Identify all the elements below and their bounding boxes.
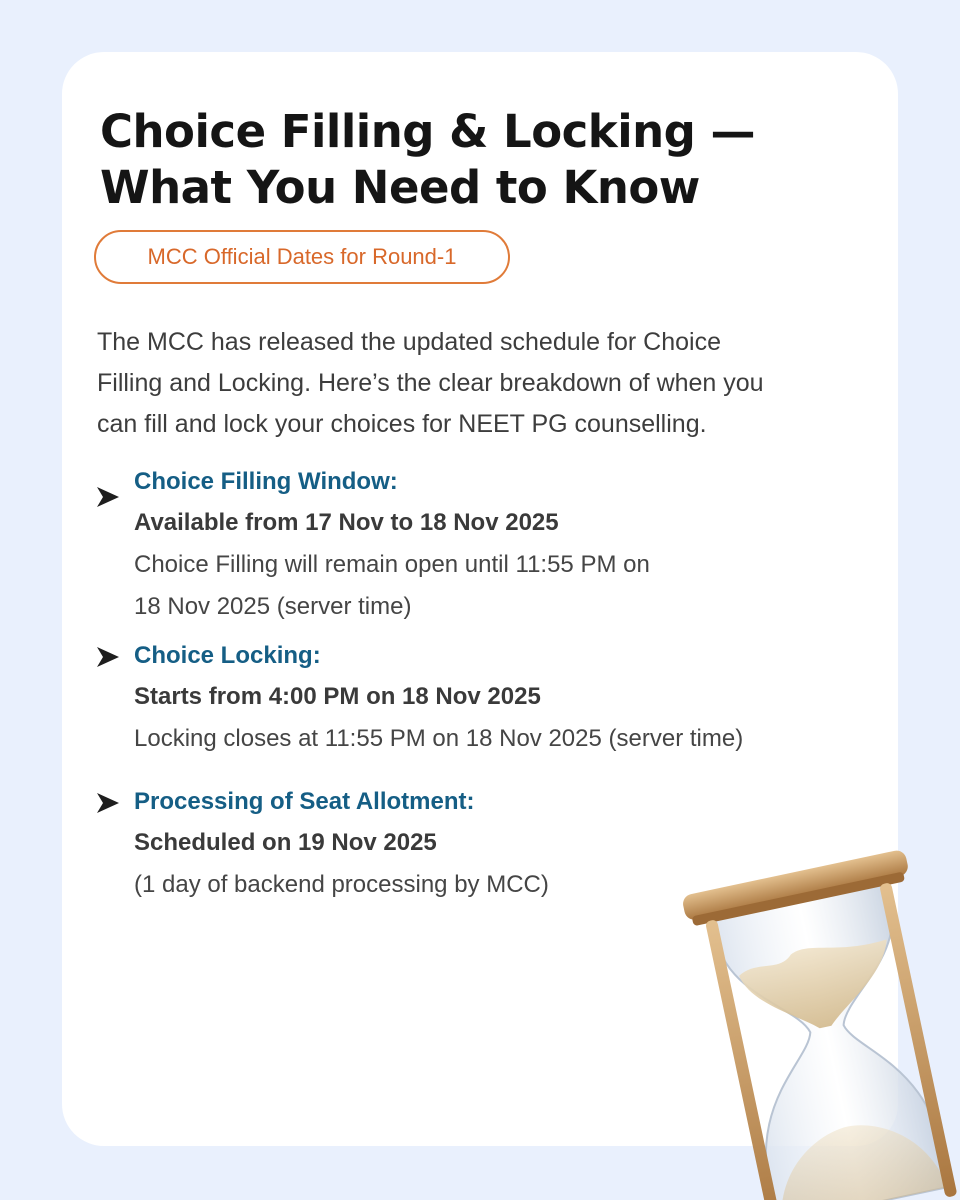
intro-paragraph (97, 322, 887, 445)
intro-line-1: The MCC has released the updated schedule for Choice (97, 328, 721, 356)
section-date: Scheduled on 19 Nov 2025 (134, 829, 437, 856)
section-detail-line-2: 18 Nov 2025 (server time) (134, 593, 412, 620)
section-detail-line-1: Choice Filling will remain open until 11:55 PM on (134, 551, 650, 578)
section-heading: Choice Filling Window: (134, 468, 398, 495)
arrow-bullet-icon (96, 792, 120, 814)
round-badge: MCC Official Dates for Round-1 (94, 230, 510, 284)
section-heading: Choice Locking: (134, 642, 321, 669)
title-line-1: Choice Filling & Locking — (100, 105, 756, 158)
section-date: Available from 17 Nov to 18 Nov 2025 (134, 509, 559, 536)
arrow-bullet-icon (96, 486, 120, 508)
title-line-2: What You Need to Know (100, 161, 700, 214)
section-detail-line-1: (1 day of backend processing by MCC) (134, 871, 549, 898)
section-date: Starts from 4:00 PM on 18 Nov 2025 (134, 683, 541, 710)
section-choice-filling (134, 462, 894, 628)
page-title (100, 104, 860, 216)
hourglass-icon (680, 830, 960, 1200)
section-heading: Processing of Seat Allotment: (134, 788, 475, 815)
arrow-bullet-icon (96, 646, 120, 668)
intro-line-3: can fill and lock your choices for NEET PG counselling. (97, 410, 707, 438)
section-choice-locking (134, 636, 894, 760)
intro-line-2: Filling and Locking. Here’s the clear breakdown of when you (97, 369, 764, 397)
section-detail-line-1: Locking closes at 11:55 PM on 18 Nov 2025 (server time) (134, 725, 744, 752)
